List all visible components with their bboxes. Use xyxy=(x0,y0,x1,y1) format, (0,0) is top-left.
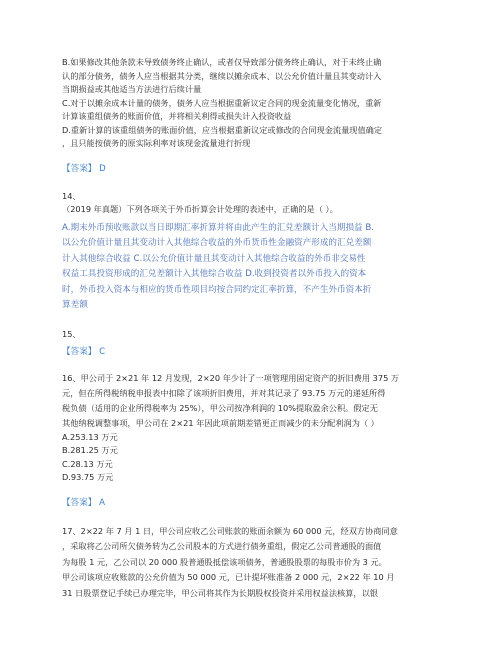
option-line: 当期损益或其他适当方法进行后续计量 xyxy=(62,84,202,94)
q13-options xyxy=(62,56,442,151)
q16-options xyxy=(62,431,442,485)
q14-options xyxy=(62,221,442,315)
option-line: 以公允价值计量且其变动计入其他综合收益的外币货币性金融资产形成的汇兑差额 xyxy=(62,238,372,249)
q16-stem xyxy=(62,371,442,431)
option-line: B.如果修改其他条款未导致债务终止确认，或者仅导致部分债务终止确认，对于未终止确 xyxy=(62,57,382,67)
option-line: C.28.13 万元 xyxy=(62,458,113,469)
stem-line: 17、2×22 年 7 月 1 日，甲公司应收乙公司账款的账面余额为 60 000 元，经双方协商同意 xyxy=(62,525,398,536)
stem-line: 为每股 1 元，乙公司以 20 000 股普通股抵偿该项债务，普通股股票的每股市价为 3 元。 xyxy=(62,556,387,567)
option-line: D.93.75 万元 xyxy=(62,472,114,483)
q15-number: 15、 xyxy=(62,329,81,340)
stem-line: 甲公司该项应收账款的公允价值为 50 000 元，已计提坏账准备 2 000 元，2×22 年 10 月 xyxy=(62,572,395,583)
stem-line: 31 日股票登记手续已办理完毕，甲公司将其作为长期股权投资并采用权益法核算，以银 xyxy=(62,587,378,598)
q17-stem xyxy=(62,524,442,602)
option-line: D.重新计算的该重组债务的账面价值，应当根据重新议定或修改的合同现金流量现值确定 xyxy=(62,124,383,135)
stem-line: 其他纳税调整事项，甲公司在 2×21 年因此项前期差错更正而减少的未分配利润为（ ） xyxy=(62,417,379,428)
option-line: ，且只能按债务的原实际利率对该现金流量进行折现 xyxy=(62,138,251,148)
stem-line: ，采取将乙公司所欠债务转为乙公司股本的方式进行债务重组，假定乙公司普通股的面值 xyxy=(62,541,382,552)
option-line: 计算该重组债务的账面价值，并将相关利得或损失计入投资收益 xyxy=(62,111,292,121)
option-line: 算差额 xyxy=(62,300,88,311)
q13-answer: 【答案】 D xyxy=(62,163,106,174)
q14-stem: （2019 年真题）下列各项关于外币折算会计处理的表述中，正确的是（ ）。 xyxy=(62,204,338,214)
option-line: 认的部分债务，债务人应当根据其分类，继续以摊余成本、以公允价值计量且其变动计入 xyxy=(62,70,382,81)
option-line: B.281.25 万元 xyxy=(62,445,118,456)
stem-line: 元，但在所得税纳税申报表中扣除了该项折旧费用，并对其记录了 93.75 万元的递延所得 xyxy=(62,387,386,398)
q15-answer: 【答案】 C xyxy=(62,346,106,357)
option-line: 权益工具投资形成的汇兑差额计入其他综合收益 D.收到投资者以外币投入的资本 xyxy=(62,269,367,280)
q16-answer: 【答案】 A xyxy=(62,497,105,508)
stem-line: 税负债（适用的企业所得税率为 25%），甲公司按净利润的 10%提取盈余公积。假定无 xyxy=(62,402,378,413)
option-line: C.对于以摊余成本计量的债务，债务人应当根据重新议定合同的现金流量变化情况，重新 xyxy=(62,97,382,108)
stem-line: 16、甲公司于 2×21 年 12 月发现，2×20 年少计了一项管理用固定资产的折旧费用 375 万 xyxy=(62,372,400,383)
option-line: A.期末外币预收账款以当日即期汇率折算并将由此产生的汇兑差额计入当期损益 B. xyxy=(62,222,375,233)
option-line: A.253.13 万元 xyxy=(62,431,118,442)
option-line: 计入其他综合收益 C.以公允价值计量且其变动计入其他综合收益的外币非交易性 xyxy=(62,253,366,264)
q14-number: 14、 xyxy=(62,190,81,201)
option-line: 时，外币投入资本与相应的货币性项目均按合同约定汇率折算，不产生外币资本折 xyxy=(62,284,372,295)
document-page xyxy=(62,56,442,601)
